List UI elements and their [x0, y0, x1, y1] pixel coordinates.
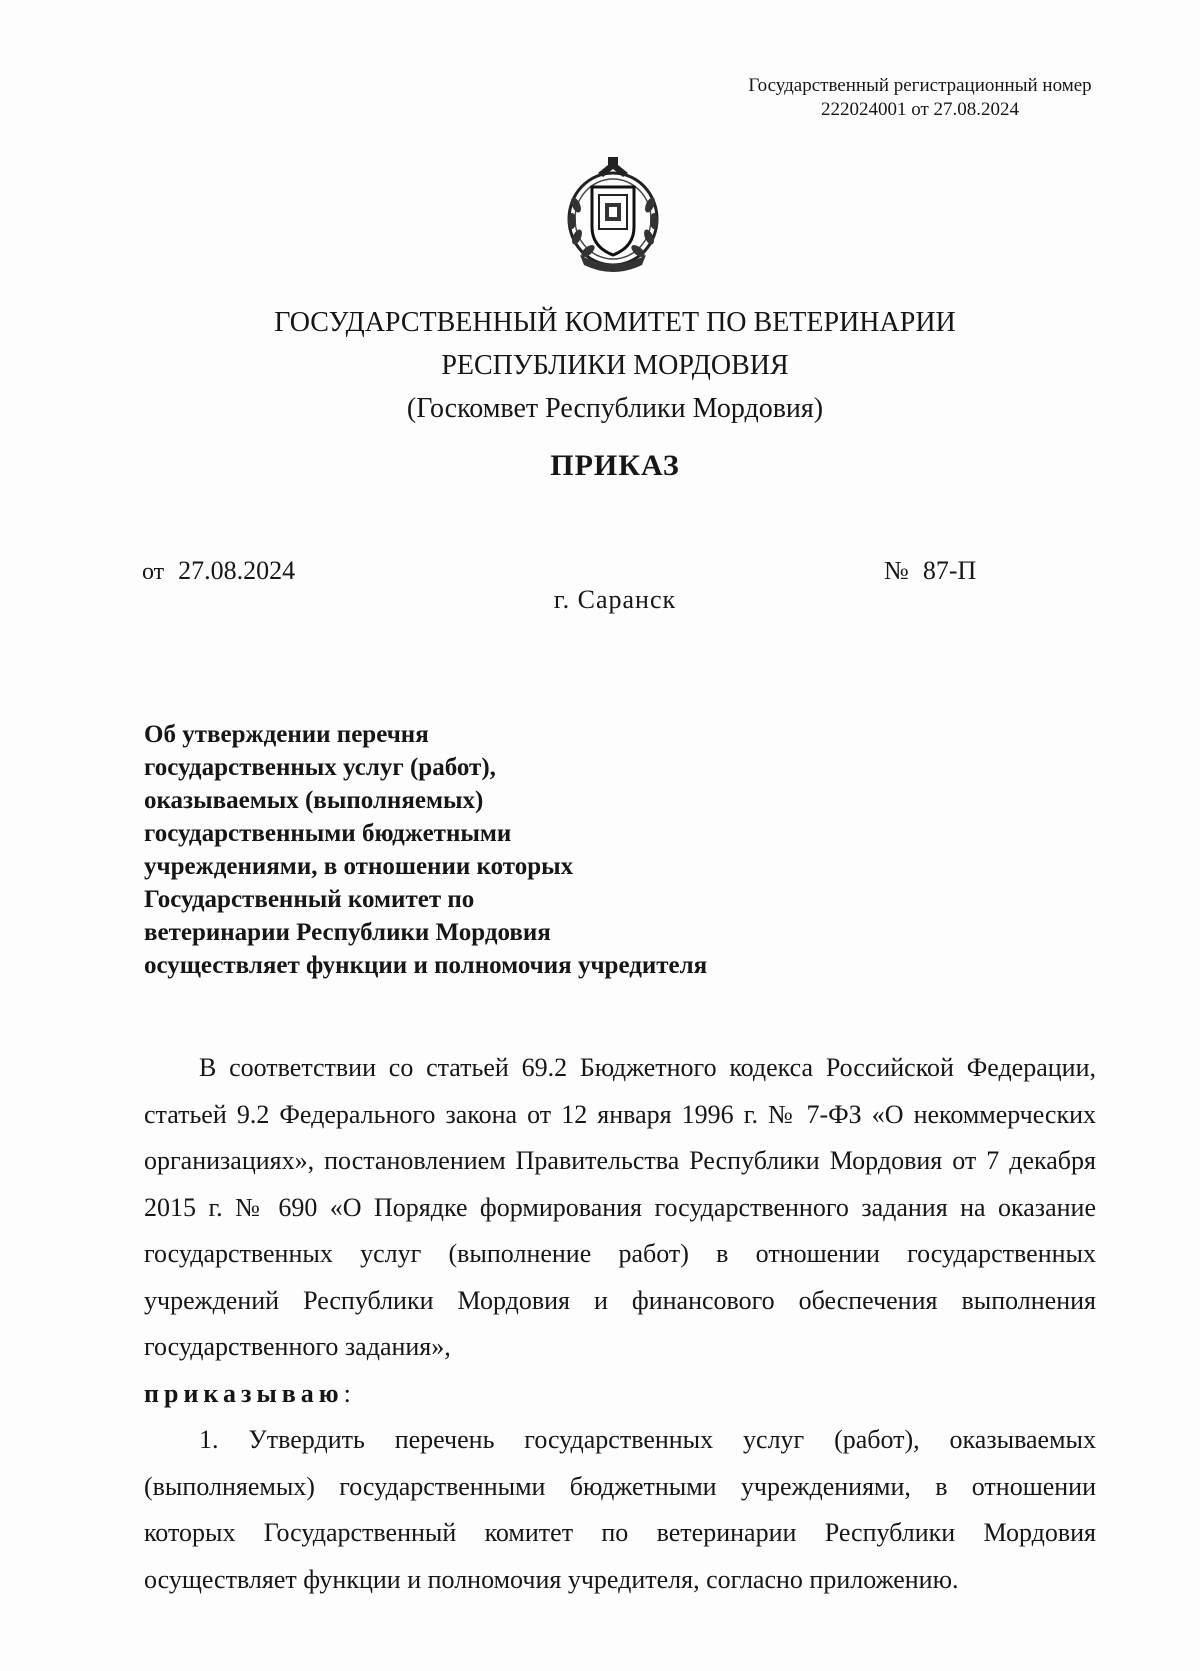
registration-label: Государственный регистрационный номер — [748, 75, 1092, 96]
date-value: 27.08.2024 — [178, 556, 296, 585]
order-subject — [144, 718, 824, 982]
organization-short-name: (Госкомвет Республики Мордовия) — [406, 393, 824, 424]
preamble-paragraph: В соответствии со статьей 69.2 Бюджетного кодекса Российской Федерации, статьей 9.2 Федерального закона от 12 января 1996 г. № 7-ФЗ «О некоммерческих организациях», постановлением Правительства Республики Мордовия от 7 декабря 2015 г. № 690 «О Порядке формирования государственного задания на оказание государственных услуг (выполнение работ) в отношении государственных учреждений Республики Мордовия и финансового обеспечения выполнения государственного задания», — [144, 1053, 1096, 1361]
subject-line: учреждениями, в отношении которых — [144, 853, 574, 880]
document-type-title: ПРИКАЗ — [550, 449, 680, 482]
coat-of-arms-emblem-icon — [558, 155, 668, 275]
subject-line: осуществляет функции и полномочия учредителя — [144, 952, 708, 979]
order-date — [142, 556, 295, 586]
order-body — [144, 1045, 1096, 1603]
clause-1-paragraph: 1. Утвердить перечень государственных услуг (работ), оказываемых (выполняемых) государственными бюджетными учреждениями, в отношении которых Государственный комитет по ветеринарии Республики Мордовия осуществляет функции и полномочия учредителя, согласно приложению. — [144, 1425, 1096, 1594]
number-value: 87-П — [922, 556, 977, 585]
order-directive — [144, 1371, 1096, 1418]
order-number — [884, 556, 976, 586]
subject-line: государственных услуг (работ), — [144, 754, 496, 781]
order-word: приказываю — [144, 1378, 344, 1408]
organization-name-line-1: ГОСУДАРСТВЕННЫЙ КОМИТЕТ ПО ВЕТЕРИНАРИИ — [274, 307, 956, 338]
subject-line: ветеринарии Республики Мордовия — [144, 919, 551, 946]
subject-line: оказываемых (выполняемых) — [144, 787, 484, 814]
subject-line: государственными бюджетными — [144, 820, 512, 847]
order-colon: : — [343, 1378, 351, 1408]
number-prefix: № — [884, 556, 909, 585]
registration-number-block — [720, 74, 1120, 122]
city: г. Саранск — [553, 585, 677, 614]
subject-line: Государственный комитет по — [144, 886, 475, 913]
subject-line: Об утверждении перечня — [144, 721, 429, 748]
date-prefix: от — [142, 559, 165, 585]
organization-name-line-2: РЕСПУБЛИКИ МОРДОВИЯ — [441, 350, 789, 381]
registration-value: 222024001 от 27.08.2024 — [820, 99, 1020, 120]
